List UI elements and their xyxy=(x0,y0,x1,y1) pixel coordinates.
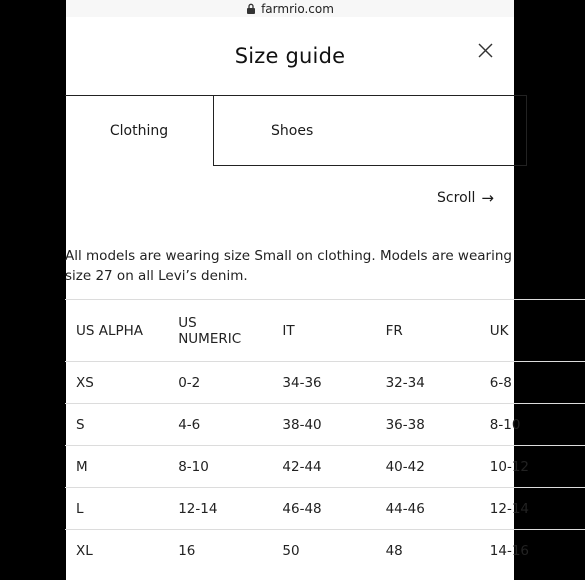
cell-us-numeric: 8-10 xyxy=(178,446,282,488)
header-us-alpha: US ALPHA xyxy=(65,300,178,362)
lock-icon xyxy=(246,3,256,14)
table-row xyxy=(65,488,585,530)
scroll-label: Scroll xyxy=(437,190,476,206)
table-header-row xyxy=(65,300,585,362)
tab-shoes[interactable] xyxy=(213,95,527,166)
header-fr: FR xyxy=(386,300,490,362)
cell-it: 50 xyxy=(282,530,385,572)
cell-uk: 12-14 xyxy=(490,488,585,530)
table-row xyxy=(65,446,585,488)
mobile-screen xyxy=(65,0,529,580)
cell-us-alpha: M xyxy=(65,446,178,488)
cell-it: 46-48 xyxy=(282,488,385,530)
close-icon[interactable] xyxy=(476,41,496,61)
table-row xyxy=(65,530,585,572)
url-text: farmrio.com xyxy=(261,1,334,16)
cell-us-numeric: 0-2 xyxy=(178,362,282,404)
cell-uk: 14-16 xyxy=(490,530,585,572)
cell-us-numeric: 4-6 xyxy=(178,404,282,446)
model-size-note: All models are wearing size Small on clothing. Models are wearing size 27 on all Levi’s denim. xyxy=(65,248,512,284)
cell-fr: 44-46 xyxy=(386,488,490,530)
cell-us-alpha: XL xyxy=(65,530,178,572)
cell-fr: 48 xyxy=(386,530,490,572)
size-table xyxy=(65,299,585,571)
cell-us-alpha: L xyxy=(65,488,178,530)
table-row xyxy=(65,404,585,446)
cell-us-alpha: S xyxy=(65,404,178,446)
tab-shoes-label: Shoes xyxy=(271,122,314,139)
cell-it: 38-40 xyxy=(282,404,385,446)
header-uk: UK xyxy=(490,300,585,362)
cell-it: 34-36 xyxy=(282,362,385,404)
cell-us-numeric: 16 xyxy=(178,530,282,572)
cell-uk: 6-8 xyxy=(490,362,585,404)
page-title: Size guide xyxy=(234,44,346,68)
table-row xyxy=(65,362,585,404)
cell-fr: 32-34 xyxy=(386,362,490,404)
tab-bar xyxy=(65,95,525,165)
cell-uk: 10-12 xyxy=(490,446,585,488)
cell-it: 42-44 xyxy=(282,446,385,488)
arrow-right-icon: → xyxy=(481,189,494,207)
tab-clothing-label: Clothing xyxy=(109,123,169,139)
cell-uk: 8-10 xyxy=(490,404,585,446)
address-bar[interactable] xyxy=(66,0,514,17)
tab-clothing[interactable] xyxy=(65,95,213,166)
header-it: IT xyxy=(282,300,385,362)
cell-us-numeric: 12-14 xyxy=(178,488,282,530)
cell-fr: 36-38 xyxy=(386,404,490,446)
scroll-hint[interactable] xyxy=(437,189,494,207)
cell-fr: 40-42 xyxy=(386,446,490,488)
cell-us-alpha: XS xyxy=(65,362,178,404)
header-us-numeric: US NUMERIC xyxy=(178,300,282,362)
